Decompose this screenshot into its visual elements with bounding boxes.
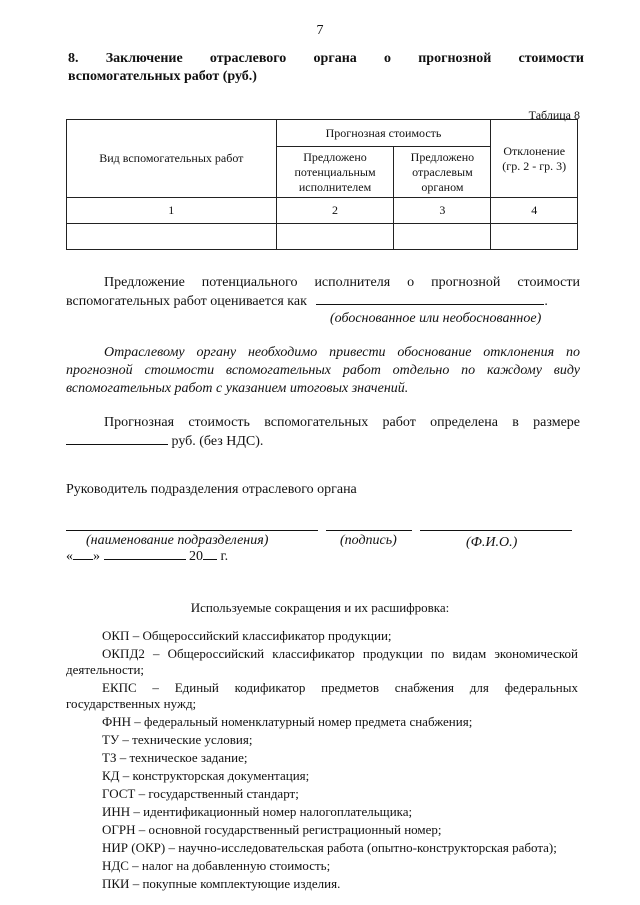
abbr-item: ЕКПС – Единый кодификатор предметов снабжения для федеральных государственных нужд; [66,680,578,711]
fill-in-blank[interactable] [316,292,544,305]
para2-line3: вспомогательных работ с указанием итоговых значений. [66,381,409,396]
label-sign: (подпись) [340,533,397,548]
para2-line1: Отраслевому органу необходимо привести обоснование отклонения по [104,345,580,360]
col-number: 4 [491,198,578,224]
section-number: 8. [68,51,79,66]
abbr-item: НДС – налог на добавленную стоимость; [102,858,331,873]
abbr-item: ТУ – технические условия; [102,732,253,747]
day-blank[interactable] [73,547,93,560]
col-number: 3 [394,198,491,224]
col4-header: Отклонение (гр. 2 - гр. 3) [491,120,578,198]
abbr-item: ГОСТ – государственный стандарт; [102,786,299,801]
abbr-heading: Используемые сокращения и их расшифровка: [190,600,450,615]
abbr-item: ОКП – Общероссийский классификатор продукции; [102,628,392,643]
para1-line1: Предложение потенциального исполнителя о прогнозной стоимости [104,275,580,290]
para3-line1: Прогнозная стоимость вспомогательных работ определена в размере [104,415,580,430]
abbr-list [66,628,578,894]
month-blank[interactable] [104,547,186,560]
label-unit: (наименование подразделения) [86,533,269,548]
year-blank[interactable] [203,547,217,560]
page-number: 7 [316,23,324,38]
empty-cell [394,224,491,250]
section-title-line2: вспомогательных работ (руб.) [68,69,257,84]
empty-cell [67,224,277,250]
col-number: 1 [67,198,277,224]
abbr-item: КД – конструкторская документация; [102,768,310,783]
section-title [68,50,584,86]
col-number: 2 [276,198,394,224]
table-caption: Таблица 8 [528,108,580,122]
para3-line2: руб. (без НДС). [66,432,263,451]
group-header: Прогнозная стоимость [276,120,491,147]
label-name: (Ф.И.О.) [466,535,518,550]
abbr-item: ТЗ – техническое задание; [102,750,248,765]
abbr-item: ОГРН – основной государственный регистрационный номер; [102,822,442,837]
date-line: « » 20 г. [66,549,229,564]
abbr-item: ПКИ – покупные комплектующие изделия. [102,876,341,891]
col2-header: Предложено потенциальным исполнителем [276,147,394,198]
abbr-item: ИНН – идентификационный номер налогоплательщика; [102,804,413,819]
abbr-item: ОКПД2 – Общероссийский классификатор продукции по видам экономической деятельности; [66,646,578,677]
name-line[interactable] [420,530,572,531]
para1-line2: вспомогательных работ оценивается как . [66,294,548,309]
table-8 [66,119,578,250]
abbr-item: ФНН – федеральный номенклатурный номер предмета снабжения; [102,714,473,729]
signature-head: Руководитель подразделения отраслевого органа [66,482,357,497]
sign-line[interactable] [326,530,412,531]
abbr-item: НИР (ОКР) – научно-исследовательская работа (опытно-конструкторская работа); [102,840,557,855]
para1-hint: (обоснованное или необоснованное) [330,311,542,326]
col1-header: Вид вспомогательных работ [67,120,277,198]
section-title-line1: 8. Заключение отраслевого органа о прогнозной стоимости [68,51,584,66]
amount-blank[interactable] [66,432,168,445]
col3-header: Предложено отраслевым органом [394,147,491,198]
para2-line2: прогнозной стоимости вспомогательных работ отдельно по каждому виду [66,363,580,378]
empty-cell [491,224,578,250]
empty-cell [276,224,394,250]
unit-line[interactable] [66,530,318,531]
